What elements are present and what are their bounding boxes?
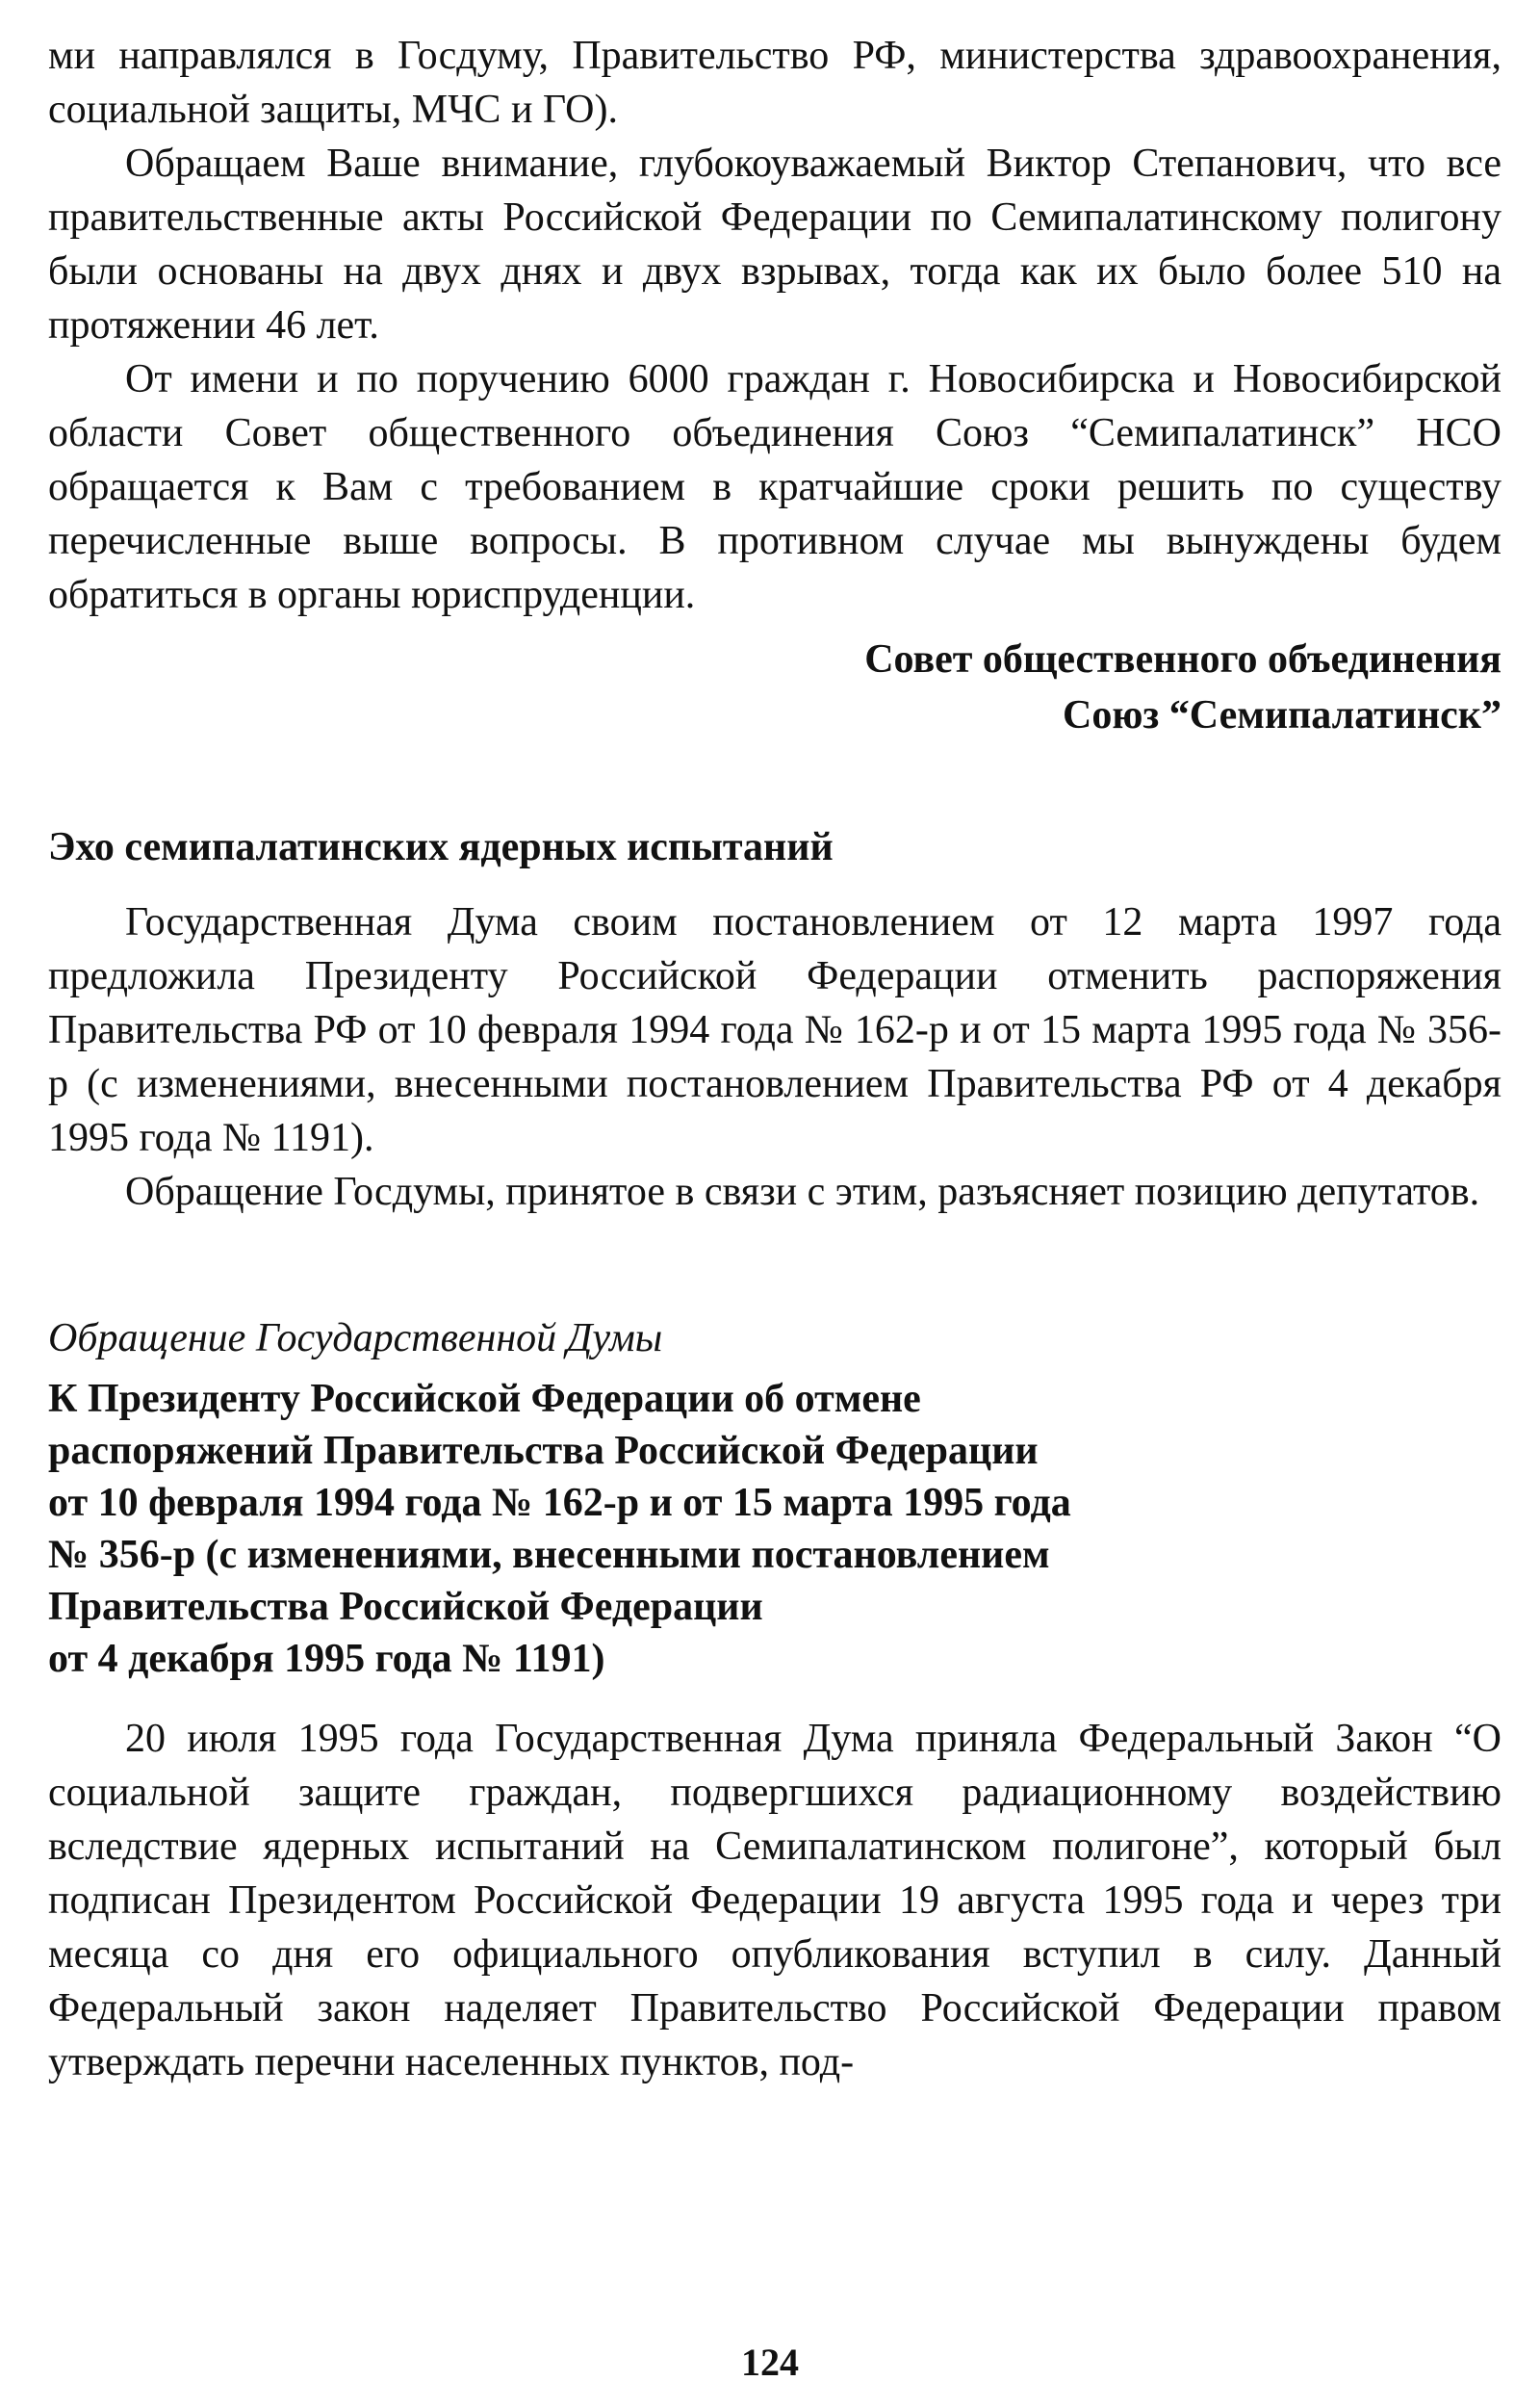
appeal-title-line: Правительства Российской Федерации (48, 1585, 763, 1629)
appeal-title-line: № 356-р (с изменениями, внесенными постановлением (48, 1533, 1050, 1577)
appeal-title-line: К Президенту Российской Федерации об отмене (48, 1377, 921, 1421)
appeal-subtitle: Обращение Государственной Думы (48, 1316, 663, 1360)
spacer (48, 1219, 1502, 1311)
appeal-title-line: от 4 декабря 1995 года № 1191) (48, 1637, 605, 1681)
page-number: 124 (741, 2341, 799, 2384)
section-title: Эхо семипалатинских ядерных испытаний (48, 825, 834, 869)
spacer (48, 743, 1502, 820)
paragraph-address: Обращаем Ваше внимание, глубокоуважаемый Виктор Степанович, что все правительственные акты Российской Федерации по Семипалатинскому полигону были основаны на двух днях и двух взрывах, тогда как их было более 510 на протяжении 46 лет. (48, 142, 1502, 348)
appeal-title-line: от 10 февраля 1994 года № 162-р и от 15 марта 1995 года (48, 1481, 1071, 1525)
document-page (48, 29, 1502, 2378)
appeal-body: 20 июля 1995 года Государственная Дума приняла Федеральный Закон “О социальной защите граждан, подвергшихся радиационному воздействию вследствие ядерных испытаний на Семипалатинском полигоне”, который был подписан Президентом Российской Федерации 19 августа 1995 года и через три месяца со дня его официального опубликования вступил в силу. Данный Федеральный закон наделяет Правительство Российской Федерации правом утверждать перечни населенных пунктов, под- (48, 1717, 1502, 2084)
section-paragraph-1: Государственная Дума своим постановлением от 12 марта 1997 года предложила Президенту Российской Федерации отменить распоряжения Правительства РФ от 10 февраля 1994 года № 162-р и от 15 марта 1995 года № 356-р (с изменениями, внесенными постановлением Правительства РФ от 4 декабря 1995 года № 1191). (48, 900, 1502, 1160)
signature-line-1: Совет общественного объединения (864, 637, 1502, 682)
signature-block (48, 632, 1502, 743)
spacer (48, 1685, 1502, 1712)
paragraph-continuation: ми направлялся в Госдуму, Правительство РФ, министерства здравоохранения, социальной защиты, МЧС и ГО). (48, 34, 1502, 132)
spacer (48, 1365, 1502, 1373)
appeal-title (48, 1373, 1502, 1685)
spacer (48, 874, 1502, 895)
appeal-title-line: распоряжений Правительства Российской Федерации (48, 1429, 1039, 1473)
paragraph-demand: От имени и по поручению 6000 граждан г. Новосибирска и Новосибирской области Совет общественного объединения Союз “Семипалатинск” НСО обращается к Вам с требованием в кратчайшие сроки решить по существу перечисленные выше вопросы. В противном случае мы вынуждены будем обратиться в органы юриспруденции. (48, 357, 1502, 617)
signature-line-2: Союз “Семипалатинск” (1062, 693, 1502, 738)
section-paragraph-2: Обращение Госдумы, принятое в связи с этим, разъясняет позицию депутатов. (125, 1170, 1480, 1214)
